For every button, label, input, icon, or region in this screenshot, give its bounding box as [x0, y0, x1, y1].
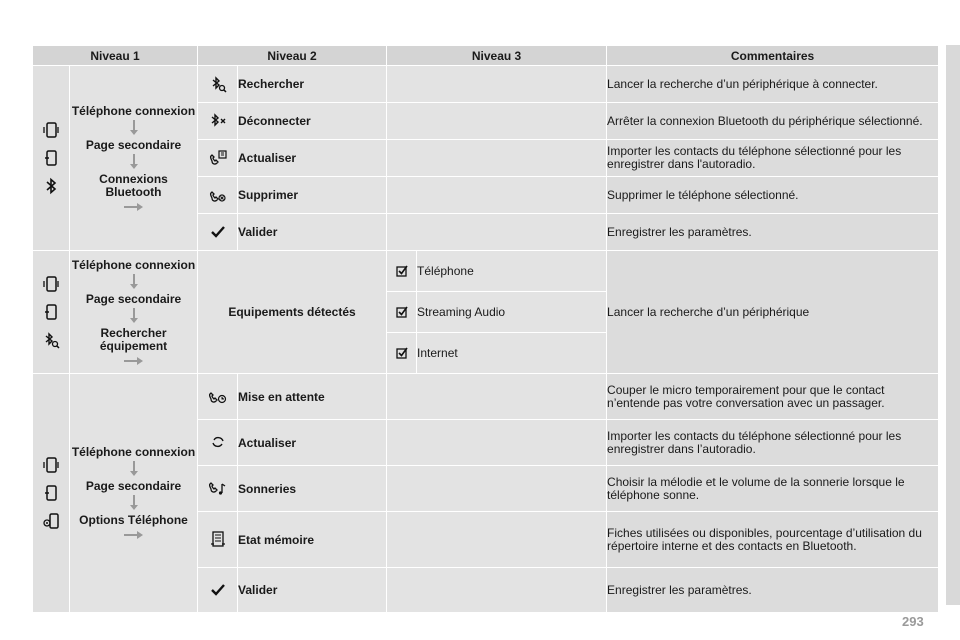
phone-icon — [42, 303, 60, 321]
comment: Lancer la recherche d’un périphérique à connecter. — [607, 66, 939, 103]
comment: Importer les contacts du téléphone sélectionné pour les enregistrer dans l'autoradio. — [607, 140, 939, 177]
checkbox-icon — [393, 344, 411, 362]
path-step-page-secondaire: Page secondaire — [85, 479, 182, 493]
level1-icons — [33, 374, 70, 613]
check-icon — [209, 581, 227, 599]
table-row — [33, 66, 939, 103]
memory-status-icon — [209, 530, 227, 548]
menu-table — [32, 45, 939, 613]
comment: Supprimer le téléphone sélectionné. — [607, 177, 939, 214]
level2-supprimer: Supprimer — [238, 177, 387, 214]
check-icon — [209, 223, 227, 241]
comment: Lancer la recherche d’un périphérique — [607, 251, 939, 374]
path-step-connexions-bluetooth: Connexions Bluetooth — [99, 171, 168, 199]
level2-actualiser: Actualiser — [238, 140, 387, 177]
path-step-options-telephone: Options Téléphone — [79, 513, 188, 527]
phone-delete-icon — [209, 186, 227, 204]
level2-rechercher: Rechercher — [238, 66, 387, 103]
header-row — [33, 46, 939, 66]
path-step-page-secondaire: Page secondaire — [85, 137, 182, 152]
path-step-page-secondaire: Page secondaire — [85, 291, 182, 306]
comment: Enregistrer les paramètres. — [607, 568, 939, 613]
phone-screen-icon — [42, 275, 60, 293]
option-telephone: Téléphone — [417, 251, 607, 292]
arrow-down-icon — [129, 461, 139, 477]
level2-deconnecter: Déconnecter — [238, 103, 387, 140]
phone-icon — [42, 484, 60, 502]
level2-actualiser: Actualiser — [238, 420, 387, 466]
page-edge-strip — [946, 45, 960, 605]
arrow-down-icon — [129, 495, 139, 511]
phone-hold-icon — [209, 387, 227, 405]
comment: Couper le micro temporairement pour que le contact n’entende pas votre conversation avec un passager. — [607, 374, 939, 420]
arrow-down-icon — [129, 308, 139, 324]
header-commentaires: Commentaires — [607, 46, 939, 66]
level2-valider: Valider — [238, 568, 387, 613]
bluetooth-search-icon — [42, 331, 60, 349]
arrow-down-icon — [129, 154, 139, 170]
arrow-right-icon — [124, 202, 144, 212]
level1-icons — [33, 66, 70, 251]
path-step-telephone-connexion: Téléphone connexion — [71, 103, 196, 118]
arrow-down-icon — [129, 120, 139, 136]
level1-path — [70, 251, 198, 374]
comment: Importer les contacts du téléphone sélectionné pour les enregistrer dans l’autoradio. — [607, 420, 939, 466]
comment: Choisir la mélodie et le volume de la sonnerie lorsque le téléphone sonne. — [607, 466, 939, 512]
bluetooth-icon — [42, 177, 60, 195]
arrow-down-icon — [129, 274, 139, 290]
path-step-telephone-connexion: Téléphone connexion — [71, 445, 196, 459]
bluetooth-disconnect-icon — [209, 112, 227, 130]
level1-path — [70, 374, 198, 613]
arrow-right-icon — [124, 356, 144, 366]
level2-mise-en-attente: Mise en attente — [238, 374, 387, 420]
comment: Fiches utilisées ou disponibles, pourcentage d’utilisation du répertoire interne et des contacts en Bluetooth. — [607, 512, 939, 568]
phone-screen-icon — [42, 121, 60, 139]
option-internet: Internet — [417, 333, 607, 374]
header-niveau-1: Niveau 1 — [33, 46, 198, 66]
table-row — [33, 251, 939, 292]
level2-sonneries: Sonneries — [238, 466, 387, 512]
level2-valider: Valider — [238, 214, 387, 251]
refresh-icon — [209, 433, 227, 451]
level1-icons — [33, 251, 70, 374]
bluetooth-search-icon — [209, 75, 227, 93]
comment: Enregistrer les paramètres. — [607, 214, 939, 251]
level1-path — [70, 66, 198, 251]
checkbox-icon — [393, 303, 411, 321]
path-step-rechercher-equipement: Rechercher équipement — [99, 325, 168, 353]
header-niveau-2: Niveau 2 — [198, 46, 387, 66]
level2-etat-memoire: Etat mémoire — [238, 512, 387, 568]
comment: Arrêter la connexion Bluetooth du périphérique sélectionné. — [607, 103, 939, 140]
phone-refresh-icon — [209, 149, 227, 167]
ringtone-icon — [209, 479, 227, 497]
option-streaming-audio: Streaming Audio — [417, 292, 607, 333]
header-niveau-3: Niveau 3 — [387, 46, 607, 66]
path-step-telephone-connexion: Téléphone connexion — [71, 257, 196, 272]
phone-icon — [42, 149, 60, 167]
page-number: 293 — [902, 614, 924, 629]
phone-screen-icon — [42, 456, 60, 474]
level2-equipements-detectes: Equipements détectés — [198, 251, 387, 374]
arrow-right-icon — [124, 530, 144, 540]
checkbox-icon — [393, 262, 411, 280]
phone-options-icon — [42, 512, 60, 530]
table-row — [33, 374, 939, 420]
